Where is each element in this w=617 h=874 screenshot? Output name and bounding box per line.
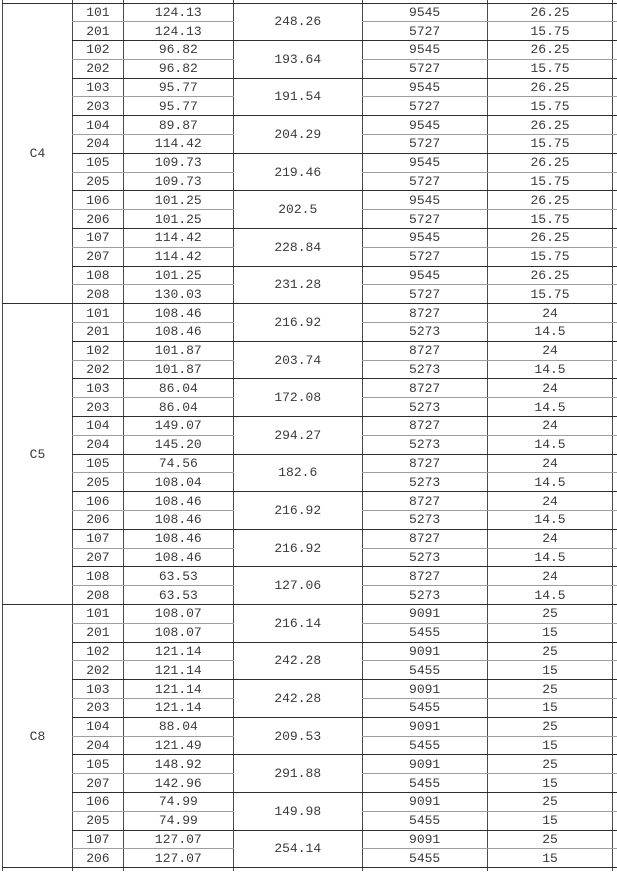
cut-cell	[613, 811, 617, 830]
cut-cell	[613, 360, 617, 379]
unit-cell: 106	[72, 792, 123, 811]
cut-cell	[613, 586, 617, 605]
index-cell: 5727	[362, 97, 487, 116]
index-cell: 9545	[362, 78, 487, 97]
cut-cell	[613, 285, 617, 304]
cut-cell	[613, 473, 617, 492]
area-cell: 121.49	[123, 736, 233, 755]
table-row	[3, 567, 617, 586]
index-cell: 8727	[362, 492, 487, 511]
index-cell: 8727	[362, 304, 487, 323]
unit-cell: 206	[72, 210, 123, 229]
rate-cell: 15	[487, 698, 613, 717]
area-cell: 121.14	[123, 698, 233, 717]
area-cell: 148.92	[123, 755, 233, 774]
cut-cell	[613, 755, 617, 774]
index-cell: 9091	[362, 642, 487, 661]
unit-cell: 107	[72, 229, 123, 248]
cut-cell	[613, 398, 617, 417]
group-cell: C8	[3, 605, 73, 868]
cut-cell	[613, 172, 617, 191]
pair-total-cell: 216.14	[233, 605, 362, 643]
rate-cell: 14.5	[487, 473, 613, 492]
rate-cell: 15	[487, 811, 613, 830]
cut-cell	[613, 642, 617, 661]
index-cell: 5455	[362, 623, 487, 642]
index-cell: 5273	[362, 473, 487, 492]
area-cell: 109.73	[123, 172, 233, 191]
area-cell: 101.87	[123, 341, 233, 360]
unit-cell: 108	[72, 266, 123, 285]
rate-cell: 24	[487, 341, 613, 360]
cut-cell	[613, 59, 617, 78]
table-row	[3, 492, 617, 511]
pair-total-cell: 216.92	[233, 304, 362, 342]
unit-cell: 105	[72, 755, 123, 774]
area-cell: 108.46	[123, 548, 233, 567]
index-cell: 8727	[362, 567, 487, 586]
cut-cell	[613, 849, 617, 868]
unit-cell: 208	[72, 285, 123, 304]
unit-cell: 205	[72, 811, 123, 830]
unit-cell: 105	[72, 153, 123, 172]
index-cell: 5455	[362, 661, 487, 680]
cut-cell	[613, 529, 617, 548]
cut-cell	[613, 454, 617, 473]
cut-cell	[123, 868, 233, 871]
unit-cell: 201	[72, 22, 123, 41]
area-cell: 86.04	[123, 398, 233, 417]
unit-cell: 204	[72, 435, 123, 454]
unit-cell: 102	[72, 341, 123, 360]
rate-cell: 24	[487, 379, 613, 398]
area-cell: 89.87	[123, 116, 233, 135]
index-cell: 8727	[362, 529, 487, 548]
table-row	[3, 717, 617, 736]
area-cell: 74.99	[123, 792, 233, 811]
rate-cell: 15.75	[487, 247, 613, 266]
cut-cell	[613, 698, 617, 717]
rate-cell: 25	[487, 605, 613, 624]
area-cell: 149.07	[123, 417, 233, 436]
table-row	[3, 680, 617, 699]
rate-cell: 14.5	[487, 548, 613, 567]
cut-cell	[613, 774, 617, 793]
cut-cell	[613, 210, 617, 229]
index-cell: 5273	[362, 586, 487, 605]
area-cell: 108.46	[123, 492, 233, 511]
index-cell: 5273	[362, 511, 487, 530]
unit-cell: 101	[72, 605, 123, 624]
unit-cell: 101	[72, 3, 123, 22]
unit-cell: 102	[72, 642, 123, 661]
rate-cell: 26.25	[487, 3, 613, 22]
cut-cell	[613, 191, 617, 210]
index-cell: 9545	[362, 116, 487, 135]
area-cell: 121.14	[123, 661, 233, 680]
cut-cell	[613, 116, 617, 135]
index-cell: 5455	[362, 811, 487, 830]
rate-cell: 15	[487, 623, 613, 642]
index-cell: 5273	[362, 435, 487, 454]
rate-cell: 15.75	[487, 210, 613, 229]
area-cell: 95.77	[123, 78, 233, 97]
pair-total-cell: 231.28	[233, 266, 362, 304]
cut-cell	[613, 680, 617, 699]
area-cell: 109.73	[123, 153, 233, 172]
unit-cell: 202	[72, 360, 123, 379]
unit-cell: 203	[72, 398, 123, 417]
cut-cell	[613, 736, 617, 755]
rate-cell: 15	[487, 661, 613, 680]
cut-cell	[613, 435, 617, 454]
area-cell: 63.53	[123, 586, 233, 605]
index-cell: 5273	[362, 398, 487, 417]
rate-cell: 26.25	[487, 41, 613, 60]
index-cell: 9091	[362, 830, 487, 849]
index-cell: 9091	[362, 792, 487, 811]
table-row	[3, 529, 617, 548]
unit-cell: 201	[72, 323, 123, 342]
pair-total-cell: 203.74	[233, 341, 362, 379]
rate-cell: 26.25	[487, 266, 613, 285]
table-body	[3, 0, 617, 871]
rate-cell: 26.25	[487, 116, 613, 135]
cut-cell	[613, 153, 617, 172]
area-cell: 101.87	[123, 360, 233, 379]
pair-total-cell: 242.28	[233, 642, 362, 680]
unit-cell: 103	[72, 379, 123, 398]
unit-cell: 106	[72, 191, 123, 210]
index-cell: 5727	[362, 135, 487, 154]
unit-cell: 204	[72, 135, 123, 154]
group-cell: C5	[3, 304, 73, 605]
rate-cell: 15.75	[487, 172, 613, 191]
unit-cell: 203	[72, 97, 123, 116]
unit-cell: 104	[72, 116, 123, 135]
pair-total-cell: 216.92	[233, 492, 362, 530]
cut-cell	[487, 868, 613, 871]
index-cell: 5455	[362, 849, 487, 868]
table-row	[3, 229, 617, 248]
index-cell: 5455	[362, 774, 487, 793]
pair-total-cell: 182.6	[233, 454, 362, 492]
cut-cell	[613, 379, 617, 398]
cut-cell	[613, 548, 617, 567]
rate-cell: 25	[487, 830, 613, 849]
index-cell: 9091	[362, 605, 487, 624]
pair-total-cell: 248.26	[233, 3, 362, 41]
unit-cell: 101	[72, 304, 123, 323]
unit-cell: 202	[72, 59, 123, 78]
area-cell: 130.03	[123, 285, 233, 304]
cut-cell	[362, 868, 487, 871]
index-cell: 8727	[362, 379, 487, 398]
table-row	[3, 191, 617, 210]
table-row	[3, 830, 617, 849]
cut-cell	[613, 135, 617, 154]
unit-cell: 207	[72, 247, 123, 266]
rate-cell: 25	[487, 680, 613, 699]
unit-cell: 103	[72, 680, 123, 699]
pair-total-cell: 219.46	[233, 153, 362, 191]
table-row	[3, 3, 617, 22]
index-cell: 9545	[362, 41, 487, 60]
index-cell: 9091	[362, 717, 487, 736]
area-cell: 127.07	[123, 849, 233, 868]
area-cell: 142.96	[123, 774, 233, 793]
index-cell: 5727	[362, 285, 487, 304]
unit-cell: 104	[72, 717, 123, 736]
pair-total-cell: 242.28	[233, 680, 362, 718]
unit-cell: 201	[72, 623, 123, 642]
pair-total-cell: 216.92	[233, 529, 362, 567]
rate-cell: 26.25	[487, 153, 613, 172]
rate-cell: 26.25	[487, 78, 613, 97]
area-cell: 63.53	[123, 567, 233, 586]
cut-cell	[613, 22, 617, 41]
unit-cell: 207	[72, 774, 123, 793]
area-cell: 101.25	[123, 191, 233, 210]
area-cell: 74.99	[123, 811, 233, 830]
pair-total-cell: 254.14	[233, 830, 362, 868]
table-row	[3, 454, 617, 473]
index-cell: 9091	[362, 755, 487, 774]
cut-cell	[613, 623, 617, 642]
index-cell: 9091	[362, 680, 487, 699]
cut-cell	[613, 3, 617, 22]
unit-cell: 206	[72, 849, 123, 868]
cut-cell	[613, 266, 617, 285]
rate-cell: 15.75	[487, 59, 613, 78]
unit-cell: 105	[72, 454, 123, 473]
table-row	[3, 642, 617, 661]
rate-cell: 26.25	[487, 191, 613, 210]
pair-total-cell: 149.98	[233, 792, 362, 830]
area-cell: 108.07	[123, 605, 233, 624]
rate-cell: 15.75	[487, 285, 613, 304]
table-row	[3, 417, 617, 436]
unit-cell: 107	[72, 830, 123, 849]
group-cell: C4	[3, 3, 73, 304]
area-cell: 108.46	[123, 529, 233, 548]
rate-cell: 14.5	[487, 511, 613, 530]
area-cell: 74.56	[123, 454, 233, 473]
table-row	[3, 341, 617, 360]
unit-cell: 103	[72, 78, 123, 97]
area-cell: 127.07	[123, 830, 233, 849]
pair-total-cell: 193.64	[233, 41, 362, 79]
rate-cell: 24	[487, 304, 613, 323]
index-cell: 9545	[362, 266, 487, 285]
rate-cell: 26.25	[487, 229, 613, 248]
rate-cell: 14.5	[487, 586, 613, 605]
index-cell: 5727	[362, 210, 487, 229]
pair-total-cell: 228.84	[233, 229, 362, 267]
rate-cell: 25	[487, 642, 613, 661]
cut-cell	[3, 868, 73, 871]
area-cell: 101.25	[123, 210, 233, 229]
cut-cell	[613, 247, 617, 266]
cut-cell	[613, 830, 617, 849]
data-table	[2, 0, 617, 871]
rate-cell: 24	[487, 454, 613, 473]
rate-cell: 24	[487, 417, 613, 436]
table-row	[3, 605, 617, 624]
table-row	[3, 266, 617, 285]
area-cell: 145.20	[123, 435, 233, 454]
unit-cell: 207	[72, 548, 123, 567]
table-row	[3, 78, 617, 97]
table-row	[3, 153, 617, 172]
area-cell: 96.82	[123, 41, 233, 60]
area-cell: 108.46	[123, 511, 233, 530]
index-cell: 9545	[362, 191, 487, 210]
area-cell: 86.04	[123, 379, 233, 398]
unit-cell: 102	[72, 41, 123, 60]
unit-cell: 107	[72, 529, 123, 548]
unit-cell: 205	[72, 473, 123, 492]
area-cell: 108.46	[123, 304, 233, 323]
index-cell: 5273	[362, 360, 487, 379]
unit-cell: 206	[72, 511, 123, 530]
index-cell: 5273	[362, 323, 487, 342]
pair-total-cell: 202.5	[233, 191, 362, 229]
cut-row-bottom	[3, 868, 617, 871]
table-row	[3, 116, 617, 135]
cut-cell	[613, 417, 617, 436]
rate-cell: 15.75	[487, 22, 613, 41]
unit-cell: 203	[72, 698, 123, 717]
index-cell: 5727	[362, 59, 487, 78]
index-cell: 5455	[362, 698, 487, 717]
cut-cell	[613, 41, 617, 60]
index-cell: 5455	[362, 736, 487, 755]
area-cell: 121.14	[123, 680, 233, 699]
cut-cell	[613, 97, 617, 116]
cut-cell	[72, 868, 123, 871]
index-cell: 5727	[362, 22, 487, 41]
rate-cell: 15.75	[487, 97, 613, 116]
cut-cell	[613, 323, 617, 342]
rate-cell: 14.5	[487, 398, 613, 417]
area-cell: 101.25	[123, 266, 233, 285]
pair-total-cell: 204.29	[233, 116, 362, 154]
pair-total-cell: 294.27	[233, 417, 362, 455]
cut-cell	[613, 341, 617, 360]
area-cell: 108.46	[123, 323, 233, 342]
index-cell: 8727	[362, 341, 487, 360]
pair-total-cell: 172.08	[233, 379, 362, 417]
rate-cell: 14.5	[487, 360, 613, 379]
rate-cell: 15	[487, 774, 613, 793]
index-cell: 9545	[362, 153, 487, 172]
cut-cell	[613, 661, 617, 680]
table-row	[3, 41, 617, 60]
unit-cell: 204	[72, 736, 123, 755]
area-cell: 88.04	[123, 717, 233, 736]
rate-cell: 25	[487, 755, 613, 774]
cut-cell	[613, 78, 617, 97]
pair-total-cell: 127.06	[233, 567, 362, 605]
unit-cell: 104	[72, 417, 123, 436]
index-cell: 8727	[362, 454, 487, 473]
pair-total-cell: 209.53	[233, 717, 362, 755]
index-cell: 9545	[362, 3, 487, 22]
cut-cell	[233, 868, 362, 871]
cut-cell	[613, 605, 617, 624]
rate-cell: 15.75	[487, 135, 613, 154]
rate-cell: 14.5	[487, 435, 613, 454]
unit-cell: 108	[72, 567, 123, 586]
cut-cell	[613, 492, 617, 511]
rate-cell: 25	[487, 717, 613, 736]
cut-cell	[613, 567, 617, 586]
cut-cell	[613, 229, 617, 248]
unit-cell: 202	[72, 661, 123, 680]
area-cell: 95.77	[123, 97, 233, 116]
unit-cell: 106	[72, 492, 123, 511]
cut-cell	[613, 792, 617, 811]
rate-cell: 15	[487, 849, 613, 868]
table-row	[3, 304, 617, 323]
pair-total-cell: 291.88	[233, 755, 362, 793]
area-cell: 114.42	[123, 229, 233, 248]
index-cell: 9545	[362, 229, 487, 248]
index-cell: 5273	[362, 548, 487, 567]
rate-cell: 24	[487, 492, 613, 511]
area-cell: 108.04	[123, 473, 233, 492]
pair-total-cell: 191.54	[233, 78, 362, 116]
area-cell: 96.82	[123, 59, 233, 78]
area-cell: 114.42	[123, 135, 233, 154]
table-row	[3, 755, 617, 774]
table-row	[3, 379, 617, 398]
index-cell: 8727	[362, 417, 487, 436]
cut-cell	[613, 717, 617, 736]
cut-cell	[613, 511, 617, 530]
rate-cell: 14.5	[487, 323, 613, 342]
index-cell: 5727	[362, 247, 487, 266]
table-row	[3, 792, 617, 811]
unit-cell: 208	[72, 586, 123, 605]
rate-cell: 15	[487, 736, 613, 755]
area-cell: 121.14	[123, 642, 233, 661]
index-cell: 5727	[362, 172, 487, 191]
area-cell: 108.07	[123, 623, 233, 642]
area-cell: 124.13	[123, 3, 233, 22]
rate-cell: 24	[487, 567, 613, 586]
cut-cell	[613, 868, 617, 871]
rate-cell: 25	[487, 792, 613, 811]
cut-cell	[613, 304, 617, 323]
area-cell: 124.13	[123, 22, 233, 41]
unit-cell: 205	[72, 172, 123, 191]
rate-cell: 24	[487, 529, 613, 548]
area-cell: 114.42	[123, 247, 233, 266]
